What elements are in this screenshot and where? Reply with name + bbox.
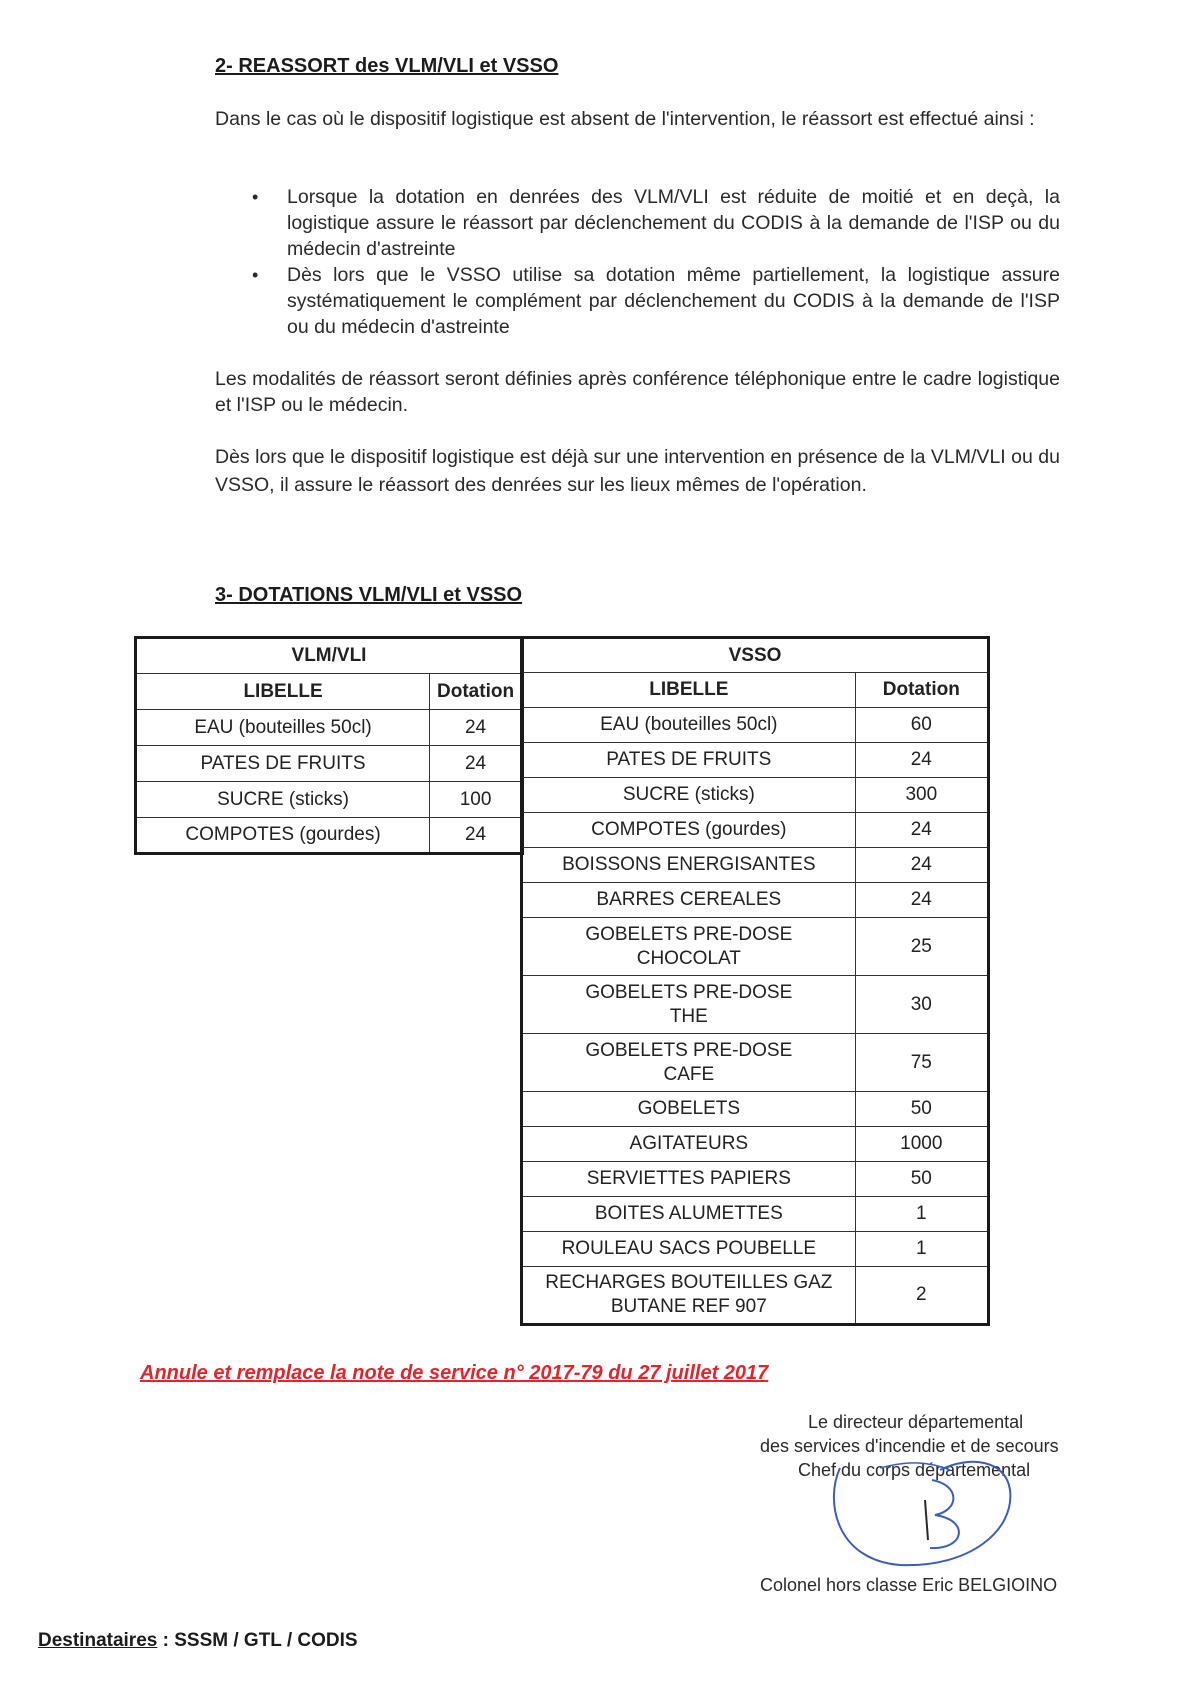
vsso-table-row-dotation: 24: [855, 883, 988, 918]
vsso-table-row: [522, 1267, 989, 1325]
destinataires: [38, 1630, 358, 1652]
vsso-table-row: [522, 778, 989, 813]
bullet-list: [215, 184, 1060, 340]
annule-notice: Annule et remplace la note de service n° 2017-79 du 27 juillet 2017: [140, 1362, 769, 1384]
vsso-table-row: [522, 848, 989, 883]
vsso-table-row: [522, 1162, 989, 1197]
vsso-table-row-libelle: GOBELETS PRE-DOSE THE: [522, 976, 856, 1034]
modalites-paragraph: Les modalités de réassort seront définies après conférence téléphonique entre le cadre logistique et l'ISP ou le médecin.: [215, 368, 1060, 416]
vsso-table-row-dotation: 2: [855, 1267, 988, 1325]
vsso-table-row-dotation: 30: [855, 976, 988, 1034]
vsso-table-row-libelle: COMPOTES (gourdes): [522, 813, 856, 848]
bullet-icon: •: [252, 187, 259, 207]
vsso-table-row-libelle: GOBELETS PRE-DOSE CHOCOLAT: [522, 918, 856, 976]
vsso-table-row: [522, 1127, 989, 1162]
vsso-table-row-dotation: 60: [855, 708, 988, 743]
vsso-table-row: [522, 708, 989, 743]
list-item: [215, 184, 1060, 262]
signature-title-line3: Chef du corps départemental: [798, 1460, 1031, 1480]
vlm-table: [134, 636, 524, 855]
vsso-table-row-libelle: GOBELETS PRE-DOSE CAFE: [522, 1034, 856, 1092]
vlm-table-row: [136, 746, 523, 782]
vsso-table-row: [522, 743, 989, 778]
vsso-table-row-dotation: 50: [855, 1162, 988, 1197]
signature-title-line1: Le directeur départemental: [808, 1412, 1024, 1432]
dispositif-paragraph: Dès lors que le dispositif logistique est déjà sur une intervention en présence de la VLM/VLI ou du VSSO, il assure le réassort des denrées sur les lieux mêmes de l'opération.: [215, 446, 1060, 496]
vlm-table-row-dotation: 24: [430, 818, 523, 854]
intro-paragraph: Dans le cas où le dispositif logistique est absent de l'intervention, le réassort est effectué ainsi :: [215, 108, 1035, 130]
vlm-table-row-libelle: EAU (bouteilles 50cl): [136, 710, 430, 746]
vlm-table-row: [136, 782, 523, 818]
bullet-icon: •: [252, 265, 259, 285]
signature-title-line2: des services d'incendie et de secours: [760, 1436, 1059, 1456]
vlm-table-row-libelle: SUCRE (sticks): [136, 782, 430, 818]
signatory-name: Colonel hors classe Eric BELGIOINO: [760, 1575, 1058, 1595]
vlm-table-row: [136, 710, 523, 746]
vsso-table-row-libelle: AGITATEURS: [522, 1127, 856, 1162]
vlm-table-row-dotation: 24: [430, 746, 523, 782]
vsso-table-row-libelle: BOITES ALUMETTES: [522, 1197, 856, 1232]
vsso-table-row-dotation: 1: [855, 1232, 988, 1267]
vsso-table-row-libelle: PATES DE FRUITS: [522, 743, 856, 778]
vsso-table-title: VSSO: [522, 638, 989, 673]
vlm-col-dotation: Dotation: [430, 674, 523, 710]
vsso-table-row: [522, 813, 989, 848]
vsso-table-row: [522, 883, 989, 918]
vlm-table-row: [136, 818, 523, 854]
vsso-table-row-dotation: 300: [855, 778, 988, 813]
vsso-table-row: [522, 976, 989, 1034]
vsso-table-row-dotation: 24: [855, 848, 988, 883]
vsso-col-dotation: Dotation: [855, 673, 988, 708]
bullet-text: Lorsque la dotation en denrées des VLM/VLI est réduite de moitié et en deçà, la logistique assure le réassort par déclenchement du CODIS à la demande de l'ISP ou du médecin d'astreinte: [287, 186, 1060, 260]
vsso-table-row-libelle: SERVIETTES PAPIERS: [522, 1162, 856, 1197]
vsso-table-row: [522, 1034, 989, 1092]
vsso-table-row-libelle: EAU (bouteilles 50cl): [522, 708, 856, 743]
vsso-table-row-libelle: SUCRE (sticks): [522, 778, 856, 813]
vsso-table: [520, 636, 990, 1326]
vsso-table-row-dotation: 1: [855, 1197, 988, 1232]
vlm-table-row-libelle: COMPOTES (gourdes): [136, 818, 430, 854]
vlm-table-row-libelle: PATES DE FRUITS: [136, 746, 430, 782]
vsso-table-row-dotation: 24: [855, 813, 988, 848]
vlm-table-row-dotation: 24: [430, 710, 523, 746]
vsso-table-row-libelle: RECHARGES BOUTEILLES GAZ BUTANE REF 907: [522, 1267, 856, 1325]
handwritten-signature-icon: [820, 1440, 1030, 1580]
bullet-text: Dès lors que le VSSO utilise sa dotation même partiellement, la logistique assure systématiquement le complément par déclenchement du CODIS à la demande de l'ISP ou du médecin d'astreinte: [287, 264, 1060, 338]
vsso-table-row-dotation: 24: [855, 743, 988, 778]
vsso-table-row-libelle: GOBELETS: [522, 1092, 856, 1127]
vlm-table-row-dotation: 100: [430, 782, 523, 818]
vlm-col-libelle: LIBELLE: [136, 674, 430, 710]
vsso-table-row: [522, 1092, 989, 1127]
vsso-table-row-dotation: 25: [855, 918, 988, 976]
destinataires-label: Destinataires: [38, 1630, 158, 1651]
section-2-title: 2- REASSORT des VLM/VLI et VSSO: [215, 55, 559, 77]
vsso-col-libelle: LIBELLE: [522, 673, 856, 708]
list-item: [215, 262, 1060, 340]
vsso-table-row-dotation: 75: [855, 1034, 988, 1092]
vsso-table-row-libelle: BARRES CEREALES: [522, 883, 856, 918]
vsso-table-row: [522, 1232, 989, 1267]
vsso-table-row-dotation: 1000: [855, 1127, 988, 1162]
vsso-table-row-libelle: BOISSONS ENERGISANTES: [522, 848, 856, 883]
vsso-table-row: [522, 918, 989, 976]
section-3-title: 3- DOTATIONS VLM/VLI et VSSO: [215, 584, 523, 606]
destinataires-value: : SSSM / GTL / CODIS: [157, 1630, 358, 1651]
vsso-table-row-libelle: ROULEAU SACS POUBELLE: [522, 1232, 856, 1267]
vsso-table-row-dotation: 50: [855, 1092, 988, 1127]
vlm-table-title: VLM/VLI: [136, 638, 523, 674]
vsso-table-row: [522, 1197, 989, 1232]
